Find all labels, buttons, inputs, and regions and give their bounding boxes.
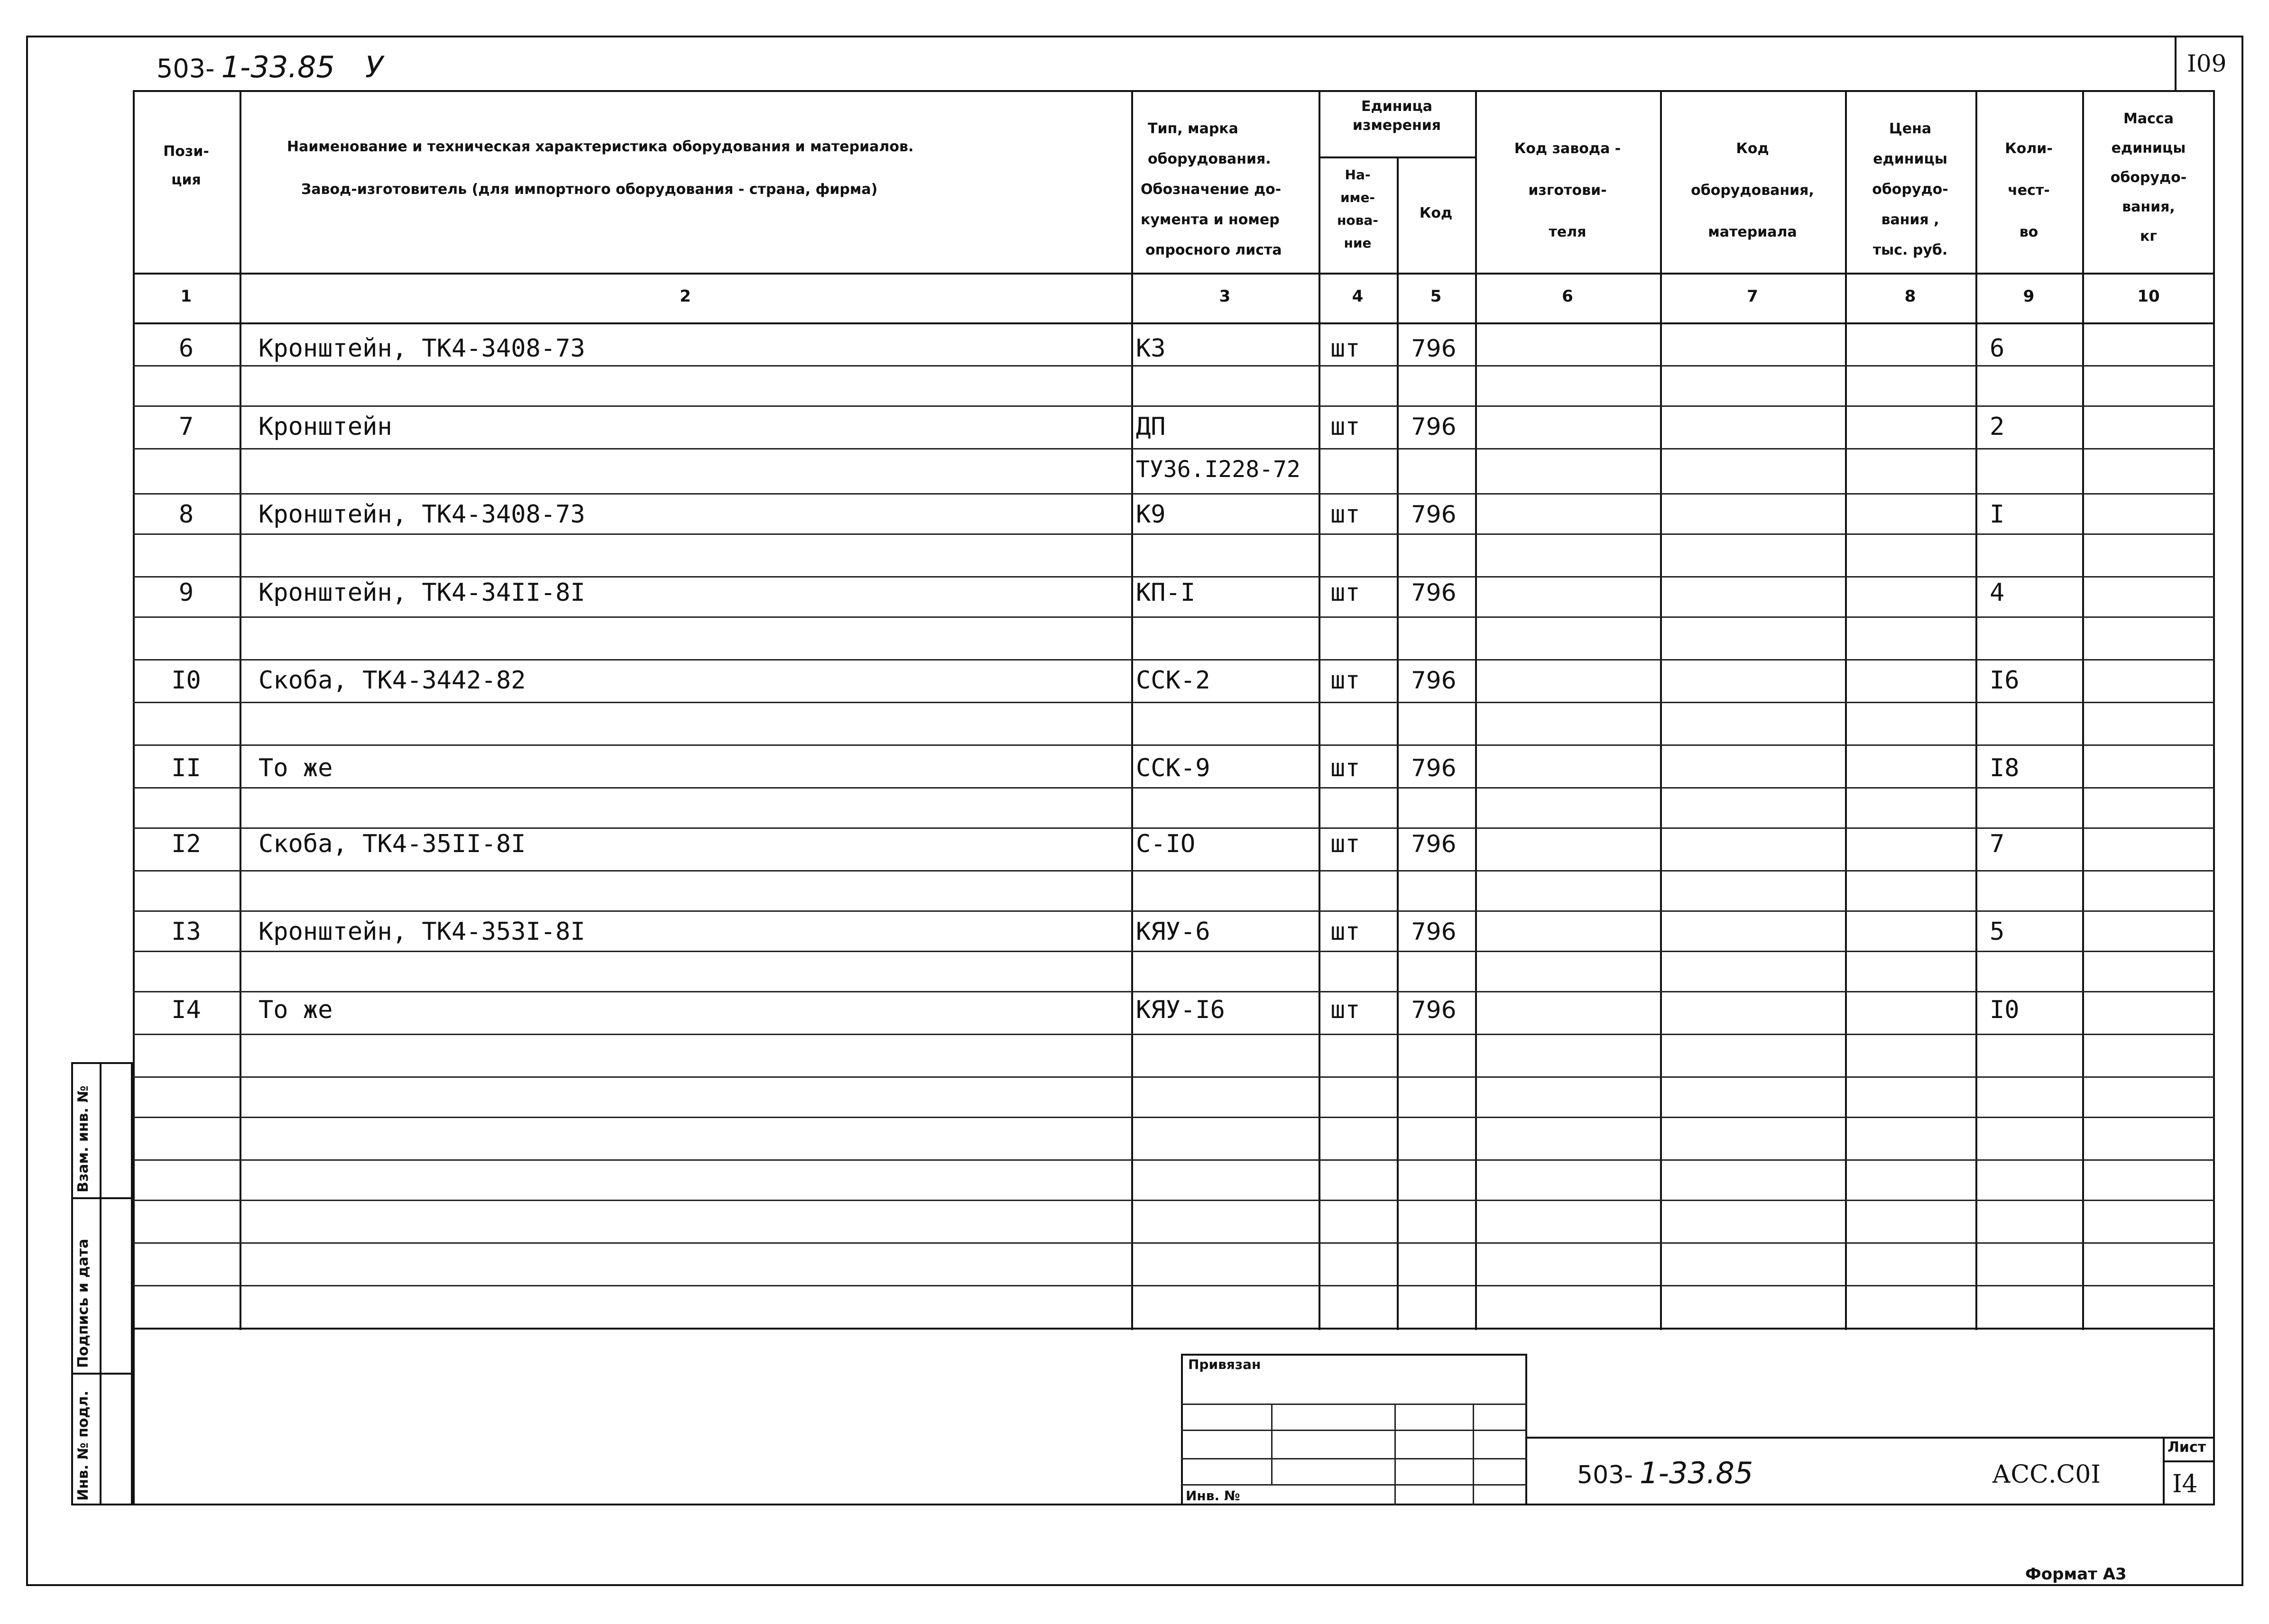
row-position: I4 <box>171 996 201 1024</box>
row-quantity: I0 <box>1990 996 2020 1024</box>
row-unit: шт <box>1330 918 1360 946</box>
col-header-unit-name <box>1319 164 1397 255</box>
row-name: Скоба, ТК4-3442-82 <box>258 666 526 695</box>
row-rule <box>133 448 2215 450</box>
side-stamp-divider <box>100 1062 101 1505</box>
header-line: измерения <box>1352 117 1441 134</box>
row-type: К9 <box>1136 500 1166 529</box>
row-name: Кронштейн <box>258 413 392 441</box>
col-header-factory-code <box>1475 128 1660 253</box>
header-line: кг <box>2140 228 2158 245</box>
row-unit: шт <box>1330 666 1360 695</box>
row-name: То же <box>258 996 333 1024</box>
col-header-name <box>240 138 1131 199</box>
col-divider <box>2082 90 2084 1330</box>
row-name: Кронштейн, ТК4-3408-73 <box>258 500 585 529</box>
series-prefix: 503- <box>157 54 215 83</box>
header-line: Код завода - <box>1514 140 1621 157</box>
header-line: Код <box>1736 140 1769 157</box>
row-position: I0 <box>171 666 201 695</box>
row-rule <box>133 951 2215 952</box>
header-line: Масса <box>2123 110 2174 127</box>
header-line: кумента и номер <box>1141 211 1280 228</box>
col-divider <box>1660 90 1662 1330</box>
series-suffix: У <box>365 50 383 84</box>
row-type: ТУ36.I228-72 <box>1136 456 1301 483</box>
doc-prefix: 503- <box>1577 1461 1633 1489</box>
row-unit: шт <box>1330 500 1360 529</box>
col-number: 5 <box>1430 287 1442 306</box>
row-rule <box>133 533 2215 535</box>
row-rule <box>133 1076 2215 1078</box>
row-name: Кронштейн, ТК4-353I-8I <box>258 918 585 946</box>
row-unit: шт <box>1330 754 1360 782</box>
inv-no-label: Инв. № <box>1186 1488 1240 1504</box>
row-rule <box>133 1200 2215 1201</box>
header-line: изготови- <box>1528 182 1607 199</box>
side-stamp-divider <box>71 1197 133 1199</box>
row-unit: шт <box>1330 413 1360 441</box>
row-rule <box>133 787 2215 789</box>
col-number: 1 <box>180 287 192 306</box>
col-divider <box>240 90 241 1330</box>
header-line: Обозначение до- <box>1141 181 1282 198</box>
sheet-box-divider <box>2163 1437 2165 1505</box>
side-stamp-inv-replace: Взам. инв. № <box>75 1085 92 1193</box>
row-rule <box>133 702 2215 703</box>
col-header-position <box>133 142 240 190</box>
row-quantity: 6 <box>1990 334 2005 363</box>
row-rule <box>133 991 2215 992</box>
page-number-box <box>2175 36 2243 90</box>
header-line: Завод-изготовитель (для импортного оборудования - страна, фирма) <box>301 181 878 198</box>
header-line: тыс. руб. <box>1872 242 1948 258</box>
row-name: Кронштейн, ТК4-34II-8I <box>258 578 585 607</box>
row-position: 7 <box>178 413 194 441</box>
attached-label: Привязан <box>1188 1357 1261 1372</box>
format-label: Формат А3 <box>2025 1565 2127 1584</box>
row-quantity: I <box>1990 500 2005 529</box>
row-name: Кронштейн, ТК4-3408-73 <box>258 334 585 363</box>
row-rule <box>133 616 2215 618</box>
header-line: Тип, марка <box>1148 120 1238 137</box>
header-line: Единица <box>1361 98 1432 115</box>
row-unit-code: 796 <box>1411 501 1457 528</box>
header-line: оборудования, <box>1691 182 1814 199</box>
header-line: Наименование и техническая характеристика оборудования и материалов. <box>287 138 914 155</box>
header-line: чест- <box>2008 182 2050 199</box>
header-line: Пози- <box>163 143 209 160</box>
attached-rule <box>1181 1458 1527 1459</box>
header-line: во <box>2019 224 2038 240</box>
row-position: I2 <box>171 830 201 858</box>
row-unit-code: 796 <box>1411 413 1457 440</box>
attached-rule <box>1181 1430 1527 1431</box>
row-unit-code: 796 <box>1411 996 1457 1024</box>
header-line: оборудо- <box>1872 181 1948 198</box>
drawing-series <box>157 50 383 84</box>
sheet-box-divider <box>2163 1460 2215 1462</box>
title-block-top-rule <box>1527 1437 2215 1439</box>
col-divider <box>1319 90 1320 1330</box>
row-rule <box>133 659 2215 661</box>
col-divider <box>1975 90 1977 1330</box>
row-rule <box>133 870 2215 872</box>
col-number: 10 <box>2137 287 2160 306</box>
row-unit-code: 796 <box>1411 918 1457 945</box>
row-rule <box>133 1034 2215 1035</box>
sheet-value: I4 <box>2172 1470 2198 1498</box>
row-quantity: I6 <box>1990 666 2020 695</box>
col-header-unit-code: Код <box>1419 205 1453 221</box>
row-position: 8 <box>178 500 194 529</box>
col-number: 4 <box>1352 287 1364 306</box>
col-number: 6 <box>1562 287 1573 306</box>
side-stamp-inv-original: Инв. № подл. <box>75 1390 92 1501</box>
header-line: оборудо- <box>2110 169 2187 186</box>
row-position: 6 <box>178 334 194 363</box>
row-type: ДП <box>1136 413 1166 441</box>
row-type: ССК-9 <box>1136 754 1210 782</box>
attached-divider <box>1271 1404 1273 1484</box>
col-header-mass <box>2082 104 2215 251</box>
row-quantity: I8 <box>1990 754 2020 782</box>
row-rule <box>133 744 2215 746</box>
row-unit: шт <box>1330 996 1360 1024</box>
col-number: 8 <box>1904 287 1916 306</box>
row-name: То же <box>258 754 333 782</box>
header-line: ние <box>1344 235 1372 251</box>
row-position: 9 <box>178 578 194 607</box>
header-rule <box>1319 156 1475 158</box>
attached-divider <box>1394 1404 1396 1505</box>
page-number: I09 <box>2187 50 2227 77</box>
row-quantity: 4 <box>1990 578 2005 607</box>
header-line: ция <box>171 172 201 188</box>
col-header-equipment-code <box>1660 128 1845 253</box>
header-rule <box>133 273 2215 275</box>
header-line: Цена <box>1889 120 1932 137</box>
side-stamp-divider <box>71 1373 133 1375</box>
col-header-unit-group <box>1319 97 1475 135</box>
side-stamp-sign-date: Подпись и дата <box>75 1239 92 1368</box>
row-type: С-IО <box>1136 830 1196 858</box>
row-rule <box>133 405 2215 407</box>
sheet-label: Лист <box>2168 1439 2206 1456</box>
series-number: 1-33.85 <box>221 50 335 84</box>
row-type: К3 <box>1136 334 1166 363</box>
doc-number: 1-33.85 <box>1640 1456 1753 1490</box>
row-rule <box>133 1285 2215 1286</box>
attached-rule <box>1181 1404 1527 1405</box>
header-line: материала <box>1708 224 1797 240</box>
header-line: единицы <box>2111 140 2186 156</box>
col-header-quantity <box>1975 128 2082 253</box>
row-unit: шт <box>1330 830 1360 858</box>
row-type: ССК-2 <box>1136 666 1210 695</box>
row-quantity: 7 <box>1990 830 2005 858</box>
col-header-type <box>1136 114 1316 266</box>
doc-code: АСС.С0I <box>1992 1460 2101 1489</box>
row-unit-code: 796 <box>1411 335 1457 362</box>
row-unit-code: 796 <box>1411 830 1457 858</box>
col-divider <box>1475 90 1477 1330</box>
col-header-price <box>1845 114 1975 266</box>
col-divider <box>1845 90 1847 1330</box>
row-type: КЯУ-I6 <box>1136 996 1225 1024</box>
header-line: опросного листа <box>1145 242 1282 258</box>
header-line: вания , <box>1881 211 1939 228</box>
row-unit: шт <box>1330 334 1360 363</box>
row-unit-code: 796 <box>1411 579 1457 606</box>
table-bottom-rule <box>133 1328 2215 1330</box>
row-type: КЯУ-6 <box>1136 918 1210 946</box>
row-rule <box>133 1117 2215 1118</box>
header-rule <box>133 322 2215 324</box>
row-type: КП-I <box>1136 578 1196 607</box>
row-name: Скоба, ТК4-35II-8I <box>258 830 526 858</box>
col-number: 3 <box>1219 287 1231 306</box>
doc-designation <box>1577 1456 1753 1490</box>
header-line: нова- <box>1337 212 1378 228</box>
header-line: теля <box>1549 224 1586 240</box>
header-line: вания, <box>2122 199 2175 215</box>
row-rule <box>133 493 2215 495</box>
attached-divider <box>1473 1404 1474 1505</box>
row-quantity: 2 <box>1990 413 2005 441</box>
header-line: Коли- <box>2005 140 2053 157</box>
row-quantity: 5 <box>1990 918 2005 946</box>
col-number: 2 <box>680 287 691 306</box>
row-rule <box>133 365 2215 367</box>
row-rule <box>133 1159 2215 1161</box>
row-rule <box>133 1242 2215 1244</box>
col-divider <box>1131 90 1133 1330</box>
header-line: единицы <box>1873 151 1947 167</box>
header-line: На- <box>1345 167 1371 183</box>
col-number: 9 <box>2023 287 2035 306</box>
col-number: 7 <box>1747 287 1758 306</box>
row-unit-code: 796 <box>1411 754 1457 782</box>
row-unit-code: 796 <box>1411 667 1457 694</box>
attached-rule <box>1181 1484 1527 1486</box>
row-position: I3 <box>171 918 201 946</box>
row-position: II <box>171 754 201 782</box>
row-rule <box>133 910 2215 912</box>
header-line: име- <box>1340 190 1375 205</box>
header-line: оборудования. <box>1148 151 1271 167</box>
col-divider <box>1397 156 1399 1330</box>
row-unit: шт <box>1330 578 1360 607</box>
